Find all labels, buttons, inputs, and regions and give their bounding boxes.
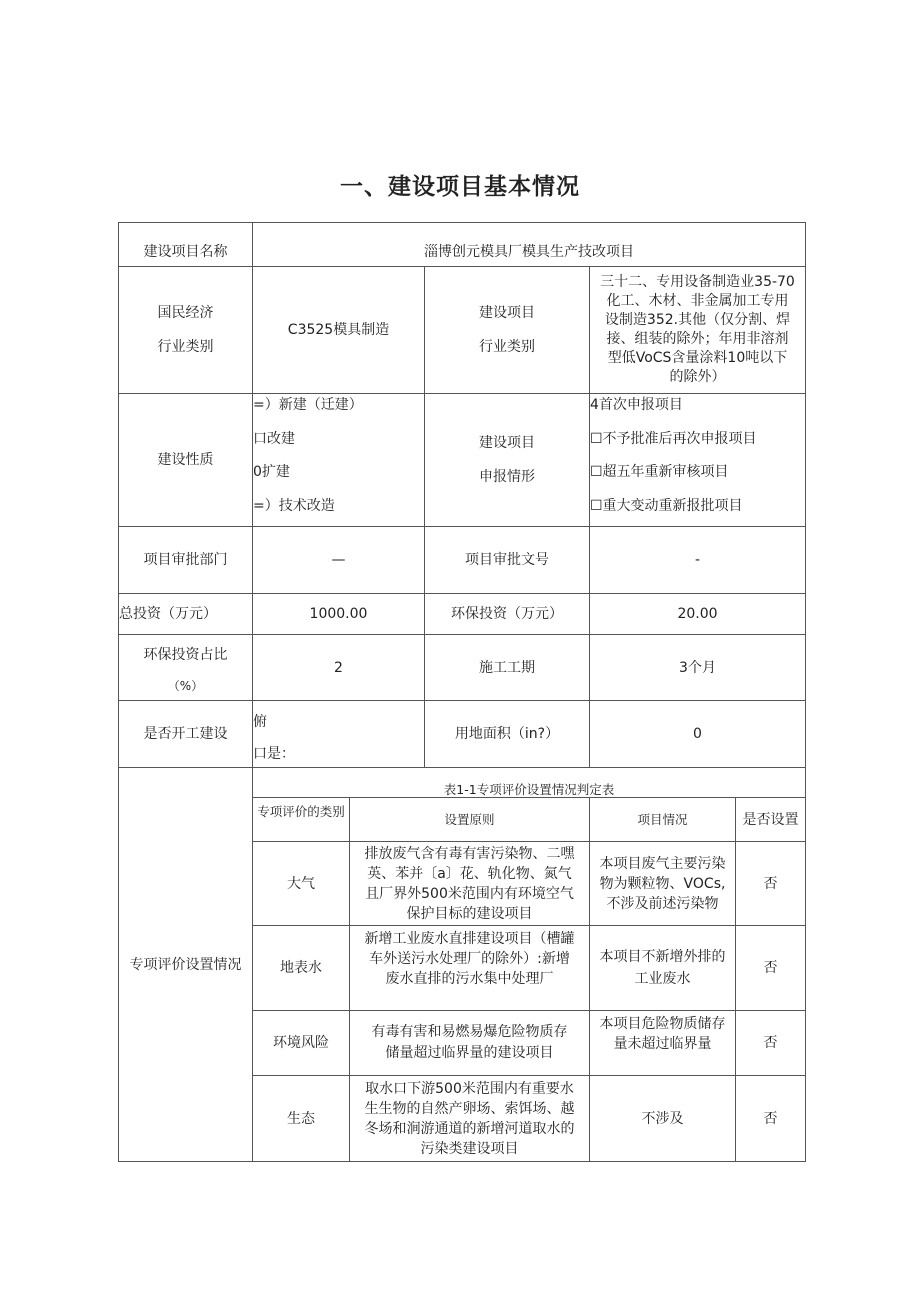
filing-label: 建设项目 申报情形 xyxy=(424,393,590,527)
started-label: 是否开工建设 xyxy=(118,700,253,768)
land-area-label: 用地面积（in?） xyxy=(424,700,590,768)
nature-option: 0扩建 xyxy=(253,464,290,480)
filing-option: ☐重大变动重新报批项目 xyxy=(590,497,743,514)
approval-doc-label: 项目审批文号 xyxy=(424,526,590,594)
filing-option: ☐超五年重新审核项目 xyxy=(590,464,729,480)
item-principle: 有毒有害和易燃易爆危险物质存 储量超过临界量的建设项目 xyxy=(349,1010,590,1076)
header-set: 是否设置 xyxy=(735,797,806,842)
construction-period-value: 3个月 xyxy=(589,634,806,701)
item-set: 否 xyxy=(735,925,806,1011)
approval-dept-label: 项目审批部门 xyxy=(118,526,253,594)
nature-label: 建设性质 xyxy=(118,393,253,527)
item-principle: 排放废气含有毒有害污染物、二嘿 英、苯并〔a〕花、轨化物、氮气 且厂界外500米范围内有环境空气 保护目标的建设项目 xyxy=(349,841,590,926)
industry-value: C3525模具制造 xyxy=(252,266,425,394)
env-investment-value: 20.00 xyxy=(589,593,806,635)
approval-doc-value: - xyxy=(589,526,806,594)
filing-option: ☐不予批准后再次申报项目 xyxy=(590,430,757,447)
env-ratio-label: 环保投资占比 （%） xyxy=(118,634,253,701)
total-investment-value: 1000.00 xyxy=(252,593,425,635)
total-investment-label: 总投资（万元） xyxy=(118,593,253,635)
filing-option: 4首次申报项目 xyxy=(590,397,683,413)
item-category: 地表水 xyxy=(252,925,350,1011)
land-area-value: 0 xyxy=(589,700,806,768)
item-category: 生态 xyxy=(252,1075,350,1162)
item-set: 否 xyxy=(735,841,806,926)
item-category: 大气 xyxy=(252,841,350,926)
env-ratio-value: 2 xyxy=(252,634,425,701)
filing-options xyxy=(589,393,806,527)
item-situation: 本项目危险物质储存 量未超过临界量 xyxy=(589,1010,736,1076)
page-title: 一、建设项目基本情况 xyxy=(340,174,580,200)
env-investment-label: 环保投资（万元） xyxy=(424,593,590,635)
project-industry-value: 三十二、专用设备制造业35-70 化工、木材、非金属加工专用 设制造352.其他（仅分割、焊 接、组装的除外；年用非溶剂 型低VoCS含量涂料10吨以下 的除外） xyxy=(589,266,806,394)
special-eval-label: 专项评价设置情况 xyxy=(118,767,253,1162)
header-situation: 项目情况 xyxy=(589,797,736,842)
table-caption: 表1-1专项评价设置情况判定表 xyxy=(443,782,615,797)
item-set: 否 xyxy=(735,1075,806,1162)
nature-option: =）技术改造 xyxy=(253,497,335,514)
header-category: 专项评价的类别 xyxy=(252,797,350,842)
started-value: 俯 口是： xyxy=(252,700,425,768)
item-set: 否 xyxy=(735,1010,806,1076)
nature-option: =）新建（迁建） xyxy=(253,397,363,413)
item-category: 环境风险 xyxy=(252,1010,350,1076)
approval-dept-value: — xyxy=(252,526,425,594)
project-name-label: 建设项目名称 xyxy=(118,222,253,267)
item-principle: 取水口下游500米范围内有重要水 生生物的自然产卵场、索饵场、越 冬场和涧游通道的新增河道取水的 污染类建设项目 xyxy=(349,1075,590,1162)
industry-label: 国民经济 行业类别 xyxy=(118,266,253,394)
construction-period-label: 施工工期 xyxy=(424,634,590,701)
item-principle: 新增工业废水直排建设项目（槽罐 车外送污水处理厂的除外）:新增 废水直排的污水集中处理厂 xyxy=(349,925,590,1011)
project-industry-label: 建设项目 行业类别 xyxy=(424,266,590,394)
nature-options xyxy=(252,393,425,527)
header-principle: 设置原则 xyxy=(349,797,590,842)
nature-option: 口改建 xyxy=(253,430,295,447)
item-situation: 本项目不新增外排的 工业废水 xyxy=(589,925,736,1011)
item-situation: 本项目废气主要污染 物为颗粒物、VOCs, 不涉及前述污染物 xyxy=(589,841,736,926)
item-situation: 不涉及 xyxy=(589,1075,736,1162)
project-name-value: 淄博创元模具厂模具生产技改项目 xyxy=(252,222,806,267)
